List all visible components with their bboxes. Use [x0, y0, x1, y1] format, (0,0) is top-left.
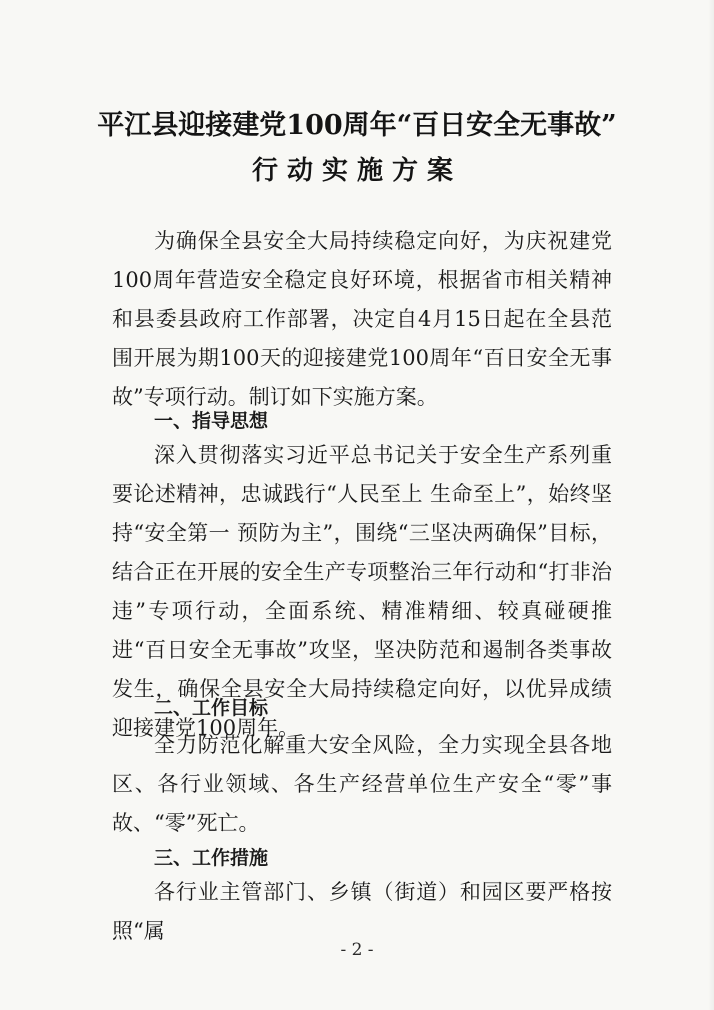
document-title-line-1: 平江县迎接建党100周年“百日安全无事故”: [97, 110, 617, 141]
page-number: - 2 -: [340, 940, 374, 960]
section-body-guiding-ideology: 深入贯彻落实习近平总书记关于安全生产系列重要论述精神，忠诚践行“人民至上 生命至上”，始终坚持“安全第一 预防为主”，围绕“三坚决两确保”目标，结合正在开展的安全生产专项整治三年行动和“打非治违”专项行动，全面系统、精准精细、较真碰硬推进“百日安全无事故”攻坚，坚决防范和遏制各类事故发生，确保全县安全大局持续稳定向好，以优异成绩迎接建党100周年。: [112, 443, 612, 740]
section-heading-work-goals: 二、工作目标: [154, 697, 269, 719]
document-title-line-2: 行动实施方案: [251, 156, 462, 186]
section-body-work-goals: 全力防范化解重大安全风险，全力实现全县各地区、各行业领域、各生产经营单位生产安全“零”事故、“零”死亡。: [112, 733, 612, 835]
page-edge-shadow: [708, 0, 714, 1010]
section-heading-work-measures: 三、工作措施: [154, 847, 269, 869]
section-heading-guiding-ideology: 一、指导思想: [154, 410, 269, 432]
intro-paragraph: 为确保全县安全大局持续稳定向好，为庆祝建党100周年营造安全稳定良好环境，根据省市相关精神和县委县政府工作部署，决定自4月15日起在全县范围开展为期100天的迎接建党100周年“百日安全无事故”专项行动。制订如下实施方案。: [112, 229, 612, 409]
section-body-work-measures: 各行业主管部门、乡镇（街道）和园区要严格按照“属: [112, 880, 612, 943]
